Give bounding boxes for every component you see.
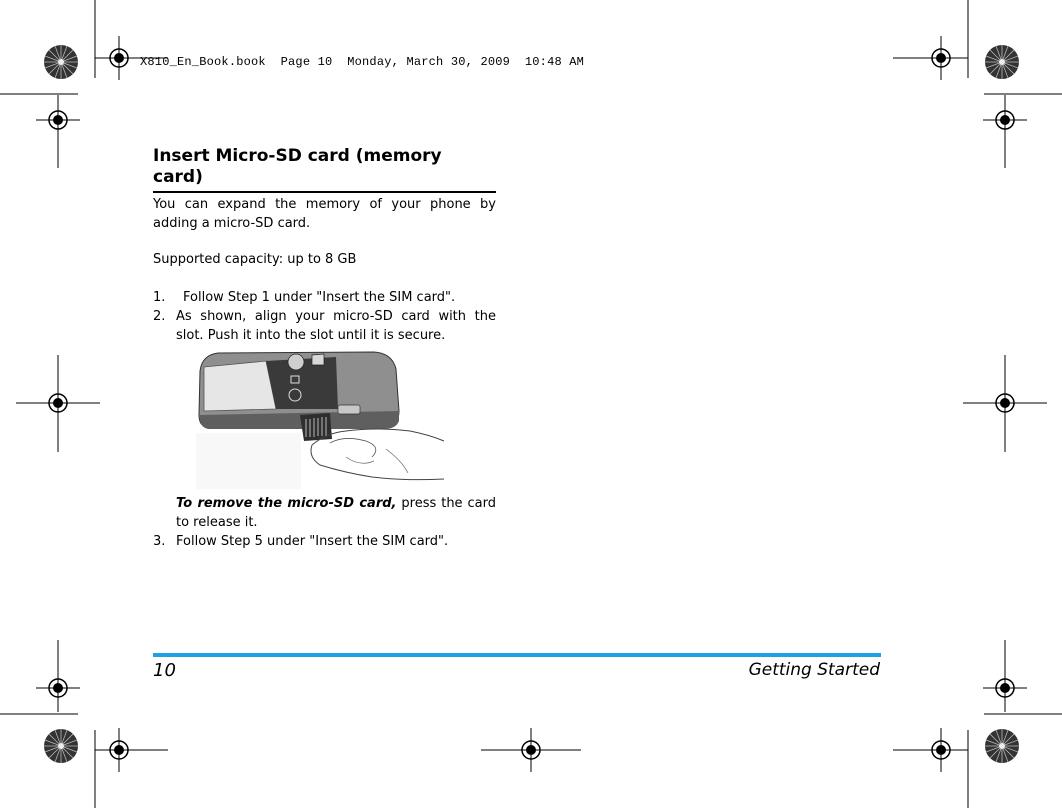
step-text: Follow Step 5 under "Insert the SIM card". [176, 534, 449, 549]
note-text: press the card to release it. [176, 496, 496, 530]
step-text: As shown, align your micro-SD card with the slot. Push it into the slot until it is secure. [176, 309, 496, 343]
intro-paragraph: You can expand the memory of your phone by adding a micro-SD card. [153, 197, 496, 231]
section-heading: Insert Micro-SD card (memory card) [153, 146, 442, 187]
step-2 [153, 307, 496, 345]
step-text: Follow Step 1 under "Insert the SIM card". [183, 290, 456, 305]
page-number: 10 [153, 660, 176, 681]
step-number: 3. [153, 534, 166, 549]
step-number: 2. [153, 309, 166, 324]
step-3 [153, 532, 496, 551]
capacity-paragraph: Supported capacity: up to 8 GB [153, 252, 357, 267]
step-1 [153, 288, 496, 307]
book-slug: X810_En_Book.book Page 10 Monday, March 30, 2009 10:48 AM [140, 55, 585, 69]
heading-rule [153, 191, 496, 193]
footer-rule [153, 653, 881, 657]
micro-sd-insertion-illustration [196, 349, 446, 489]
remove-card-note [176, 494, 496, 532]
chapter-title: Getting Started [748, 660, 880, 680]
note-emphasis: To remove the micro-SD card, [176, 496, 397, 511]
step-number: 1. [153, 290, 166, 305]
